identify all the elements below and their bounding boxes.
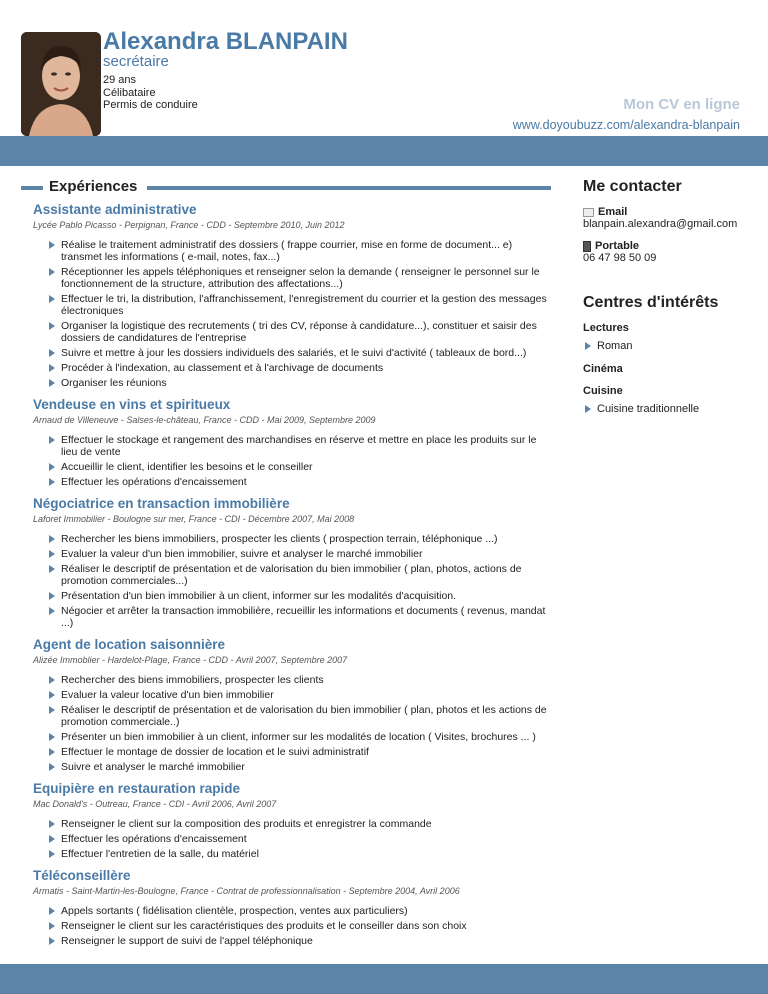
task-item: Effectuer le stockage et rangement des marchandises en réserve et mettre en place les produits sur le lieu de vente [49,434,553,458]
job-meta: Armatis - Saint-Martin-les-Boulogne, France - Contrat de professionnalisation - Septembre 2004, Avril 2006 [33,886,460,896]
job-title: Equipière en restauration rapide [33,781,241,796]
info-license: Permis de conduire [103,99,198,111]
task-item: Suivre et mettre à jour les dossiers individuels des salariés, et le suivi d'activité ( tableaux de bord...) [49,347,553,359]
job-title: Agent de location saisonnière [33,637,226,652]
interest-category: Cuisine [583,385,623,397]
job-meta: Mac Donald's - Outreau, France - CDI - Avril 2006, Avril 2007 [33,799,277,809]
job-entry [33,496,553,629]
task-item: Effectuer les opérations d'encaissement [49,476,553,488]
interest-items [583,340,753,353]
candidate-info [103,74,198,112]
task-item: Rechercher les biens immobiliers, prospecter les clients ( prospection terrain, téléphonique ...) [49,533,553,545]
job-entry [33,781,553,860]
profile-photo [21,32,101,136]
interests-list [583,322,753,416]
job-meta: Alizée Immoblier - Hardelot-Plage, France - CDD - Avril 2007, Septembre 2007 [33,655,348,665]
task-item: Présentation d'un bien immobilier à un client, informer sur les modalités d'acquisition. [49,590,553,602]
job-entry [33,637,553,773]
task-item: Evaluer la valeur locative d'un bien immobilier [49,689,553,701]
online-cv-title: Mon CV en ligne [623,96,740,113]
task-list [49,434,553,488]
job-meta: Lycée Pablo Picasso - Perpignan, France - CDD - Septembre 2010, Juin 2012 [33,220,345,230]
task-item: Effectuer le montage de dossier de location et le suivi administratif [49,746,553,758]
task-item: Effectuer les opérations d'encaissement [49,833,553,845]
interests-section [583,294,753,416]
task-list [49,905,553,947]
task-item: Organiser les réunions [49,377,553,389]
experiences-title: Expériences [49,178,138,195]
task-item: Accueillir le client, identifier les besoins et le conseiller [49,461,553,473]
contact-title: Me contacter [583,178,682,195]
task-item: Réalise le traitement administratif des dossiers ( frappe courrier, mise en forme de document... e) transmet les informations ( e-mail, notes, fax...) [49,239,553,263]
experiences-heading [21,178,551,196]
email-label: Email [598,206,628,218]
task-item: Procéder à l'indexation, au classement et à l'archivage de documents [49,362,553,374]
task-item: Réaliser le descriptif de présentation et de valorisation du bien immobilier ( plan, photos et les actions de promotion commerciale..) [49,704,553,728]
task-item: Effectuer le tri, la distribution, l'affranchissement, l'enregistrement du courrier et la gestion des messages électroniques [49,293,553,317]
bottom-banner [0,964,768,994]
task-item: Renseigner le client sur la composition des produits et enregistrer la commande [49,818,553,830]
interests-title: Centres d'intérêts [583,294,719,311]
job-meta: Laforet Immobilier - Boulogne sur mer, France - CDI - Décembre 2007, Mai 2008 [33,514,355,524]
task-item: Evaluer la valeur d'un bien immobilier, suivre et analyser le marché immobilier [49,548,553,560]
cv-header [0,0,768,136]
task-item: Appels sortants ( fidélisation clientèle, prospection, ventes aux particuliers) [49,905,553,917]
job-meta: Arnaud de Villeneuve - Salses-le-château, France - CDD - Mai 2009, Septembre 2009 [33,415,376,425]
email-value[interactable]: blanpain.alexandra@gmail.com [583,218,738,230]
task-list [49,818,553,860]
interest-items [583,403,753,416]
job-title: Vendeuse en vins et spiritueux [33,397,231,412]
job-title: Téléconseillère [33,868,131,883]
task-item: Réceptionner les appels téléphoniques et renseigner selon la demande ( renseigner le personnel sur le fonctionnement de la structure, attribution des affectations...) [49,266,553,290]
job-entry [33,202,553,389]
envelope-icon [583,208,594,217]
phone-value: 06 47 98 50 09 [583,252,657,264]
task-list [49,239,553,389]
heading-rule-right [147,186,551,190]
candidate-name: Alexandra BLANPAIN [103,28,348,55]
online-cv-link[interactable]: www.doyoubuzz.com/alexandra-blanpain [512,118,740,132]
task-item: Renseigner le client sur les caractéristiques des produits et le conseiller dans son choix [49,920,553,932]
heading-rule-left [21,186,43,190]
task-list [49,533,553,629]
task-item: Organiser la logistique des recrutements ( tri des CV, réponse à candidature...), constituer et saisir des dossiers de candidatures de l'entreprise [49,320,553,344]
interest-item: Roman [583,340,753,353]
interest-item: Cuisine traditionnelle [583,403,753,416]
contact-phone [583,240,753,264]
info-age: 29 ans [103,74,137,86]
interest-category: Lectures [583,322,629,334]
interest-category: Cinéma [583,363,623,375]
task-list [49,674,553,773]
phone-label: Portable [595,240,640,252]
info-status: Célibataire [103,86,156,99]
job-title: Négociatrice en transaction immobilière [33,496,290,511]
task-item: Négocier et arrêter la transaction immobilière, recueillir les informations et documents ( revenus, mandat ...) [49,605,553,629]
task-item: Effectuer l'entretien de la salle, du matériel [49,848,553,860]
job-title: Assistante administrative [33,202,197,217]
contact-email [583,206,753,230]
job-entry [33,868,553,947]
sidebar [583,178,753,416]
candidate-role: secrétaire [103,53,169,70]
task-item: Rechercher des biens immobiliers, prospecter les clients [49,674,553,686]
job-entry [33,397,553,488]
task-item: Réaliser le descriptif de présentation et de valorisation du bien immobilier ( plan, photos, actions de promotion commerciales...) [49,563,553,587]
mobile-phone-icon [583,241,591,252]
task-item: Présenter un bien immobilier à un client, informer sur les modalités de location ( Visites, brochures ... ) [49,731,553,743]
experiences-list [33,202,553,955]
top-banner [0,136,768,166]
task-item: Suivre et analyser le marché immobilier [49,761,553,773]
task-item: Renseigner le support de suivi de l'appel téléphonique [49,935,553,947]
